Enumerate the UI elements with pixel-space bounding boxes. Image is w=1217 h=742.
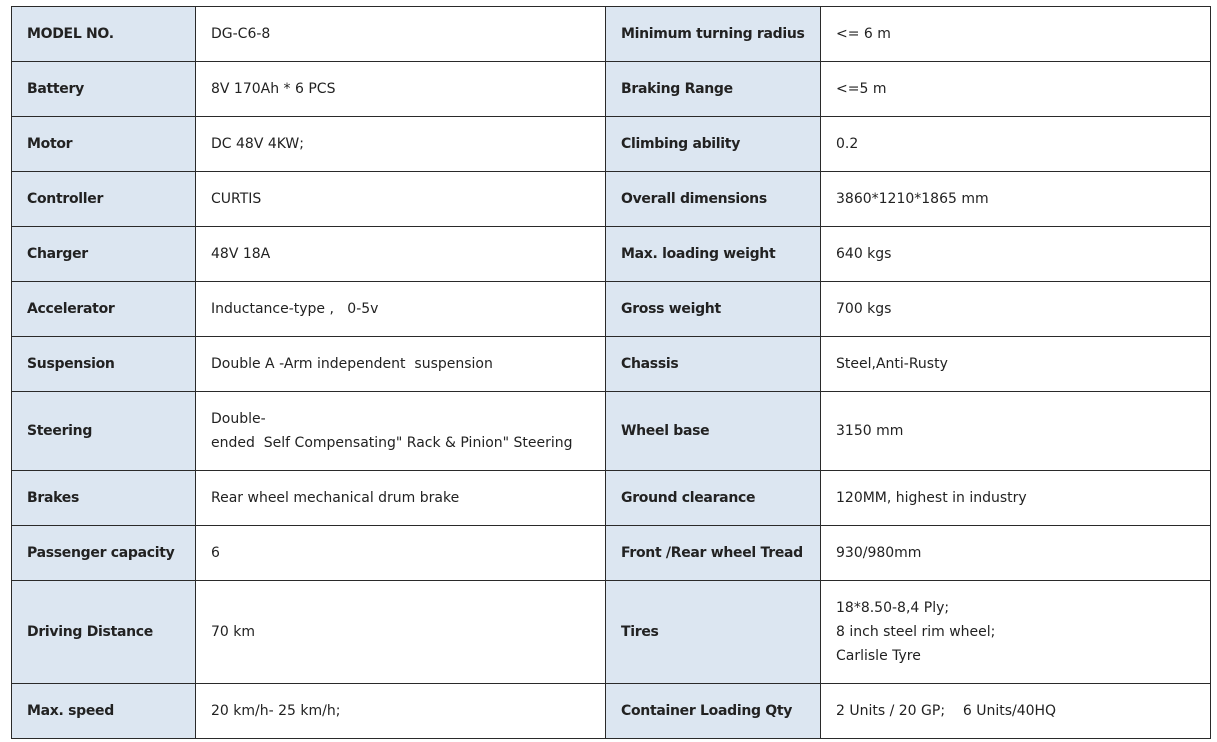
spec-label: Controller: [12, 172, 196, 227]
spec-row: [12, 684, 1211, 739]
spec-value-line: <= 6 m: [836, 26, 891, 42]
spec-row: [12, 581, 1211, 684]
spec-value: [821, 526, 1211, 581]
spec-label: MODEL NO.: [12, 7, 196, 62]
spec-value-line: Steel,Anti-Rusty: [836, 356, 948, 372]
spec-value: [196, 471, 606, 526]
spec-row: [12, 62, 1211, 117]
spec-label: Motor: [12, 117, 196, 172]
spec-label: Front /Rear wheel Tread: [606, 526, 821, 581]
spec-label: Climbing ability: [606, 117, 821, 172]
spec-value-line: 18*8.50-8,4 Ply;: [836, 600, 950, 616]
spec-value: [196, 581, 606, 684]
spec-label: Chassis: [606, 337, 821, 392]
spec-value: [821, 684, 1211, 739]
spec-label: Minimum turning radius: [606, 7, 821, 62]
spec-value: [196, 227, 606, 282]
spec-value: [196, 62, 606, 117]
spec-value: [821, 282, 1211, 337]
spec-value-line: DG-C6-8: [211, 26, 271, 42]
spec-row: [12, 392, 1211, 471]
spec-value-line: Rear wheel mechanical drum brake: [211, 490, 460, 506]
spec-value-line: 70 km: [211, 624, 256, 640]
spec-row: [12, 7, 1211, 62]
spec-label: Charger: [12, 227, 196, 282]
spec-value-line: 930/980mm: [836, 545, 922, 561]
spec-value: [821, 337, 1211, 392]
spec-label: Max. speed: [12, 684, 196, 739]
spec-value-line: 48V 18A: [211, 246, 271, 262]
spec-value: [196, 282, 606, 337]
spec-label: Passenger capacity: [12, 526, 196, 581]
spec-value-line: Carlisle Tyre: [836, 648, 921, 664]
spec-value: [196, 526, 606, 581]
spec-value-line: 0.2: [836, 136, 859, 152]
spec-label: Overall dimensions: [606, 172, 821, 227]
spec-value-line: 700 kgs: [836, 301, 892, 317]
spec-value-line: 3150 mm: [836, 423, 904, 439]
spec-label: Accelerator: [12, 282, 196, 337]
spec-value: [821, 62, 1211, 117]
spec-label: Tires: [606, 581, 821, 684]
spec-value-line: 20 km/h- 25 km/h;: [211, 703, 341, 719]
spec-value-line: Double-: [211, 411, 266, 427]
spec-value: [821, 581, 1211, 684]
spec-value-line: 120MM, highest in industry: [836, 490, 1027, 506]
spec-value: [196, 684, 606, 739]
spec-value-line: CURTIS: [211, 191, 262, 207]
spec-value: [196, 117, 606, 172]
spec-row: [12, 282, 1211, 337]
spec-value-line: 6: [211, 545, 220, 561]
spec-table-body: [12, 7, 1211, 739]
spec-label: Container Loading Qty: [606, 684, 821, 739]
spec-value: [196, 172, 606, 227]
spec-value: [821, 7, 1211, 62]
spec-value: [196, 337, 606, 392]
spec-label: Braking Range: [606, 62, 821, 117]
spec-value-line: ended Self Compensating" Rack & Pinion" Steering: [211, 435, 573, 451]
spec-value-line: Inductance-type , 0-5v: [211, 301, 379, 317]
spec-label: Steering: [12, 392, 196, 471]
spec-row: [12, 337, 1211, 392]
spec-label: Wheel base: [606, 392, 821, 471]
spec-value: [821, 117, 1211, 172]
spec-label: Battery: [12, 62, 196, 117]
spec-value-line: Double A -Arm independent suspension: [211, 356, 493, 372]
spec-label: Suspension: [12, 337, 196, 392]
spec-value: [196, 7, 606, 62]
spec-value-line: 8V 170Ah * 6 PCS: [211, 81, 336, 97]
spec-value: [196, 392, 606, 471]
spec-label: Driving Distance: [12, 581, 196, 684]
spec-value-line: DC 48V 4KW;: [211, 136, 304, 152]
spec-value: [821, 471, 1211, 526]
spec-row: [12, 172, 1211, 227]
spec-value-line: 2 Units / 20 GP; 6 Units/40HQ: [836, 703, 1057, 719]
spec-row: [12, 526, 1211, 581]
spec-value: [821, 392, 1211, 471]
spec-label: Gross weight: [606, 282, 821, 337]
spec-value-line: 3860*1210*1865 mm: [836, 191, 989, 207]
spec-value-line: <=5 m: [836, 81, 887, 97]
spec-label: Ground clearance: [606, 471, 821, 526]
spec-label: Brakes: [12, 471, 196, 526]
spec-row: [12, 471, 1211, 526]
spec-value-line: 8 inch steel rim wheel;: [836, 624, 996, 640]
spec-table: [11, 6, 1211, 739]
spec-value: [821, 172, 1211, 227]
spec-label: Max. loading weight: [606, 227, 821, 282]
spec-row: [12, 117, 1211, 172]
spec-value-line: 640 kgs: [836, 246, 892, 262]
spec-row: [12, 227, 1211, 282]
spec-value: [821, 227, 1211, 282]
